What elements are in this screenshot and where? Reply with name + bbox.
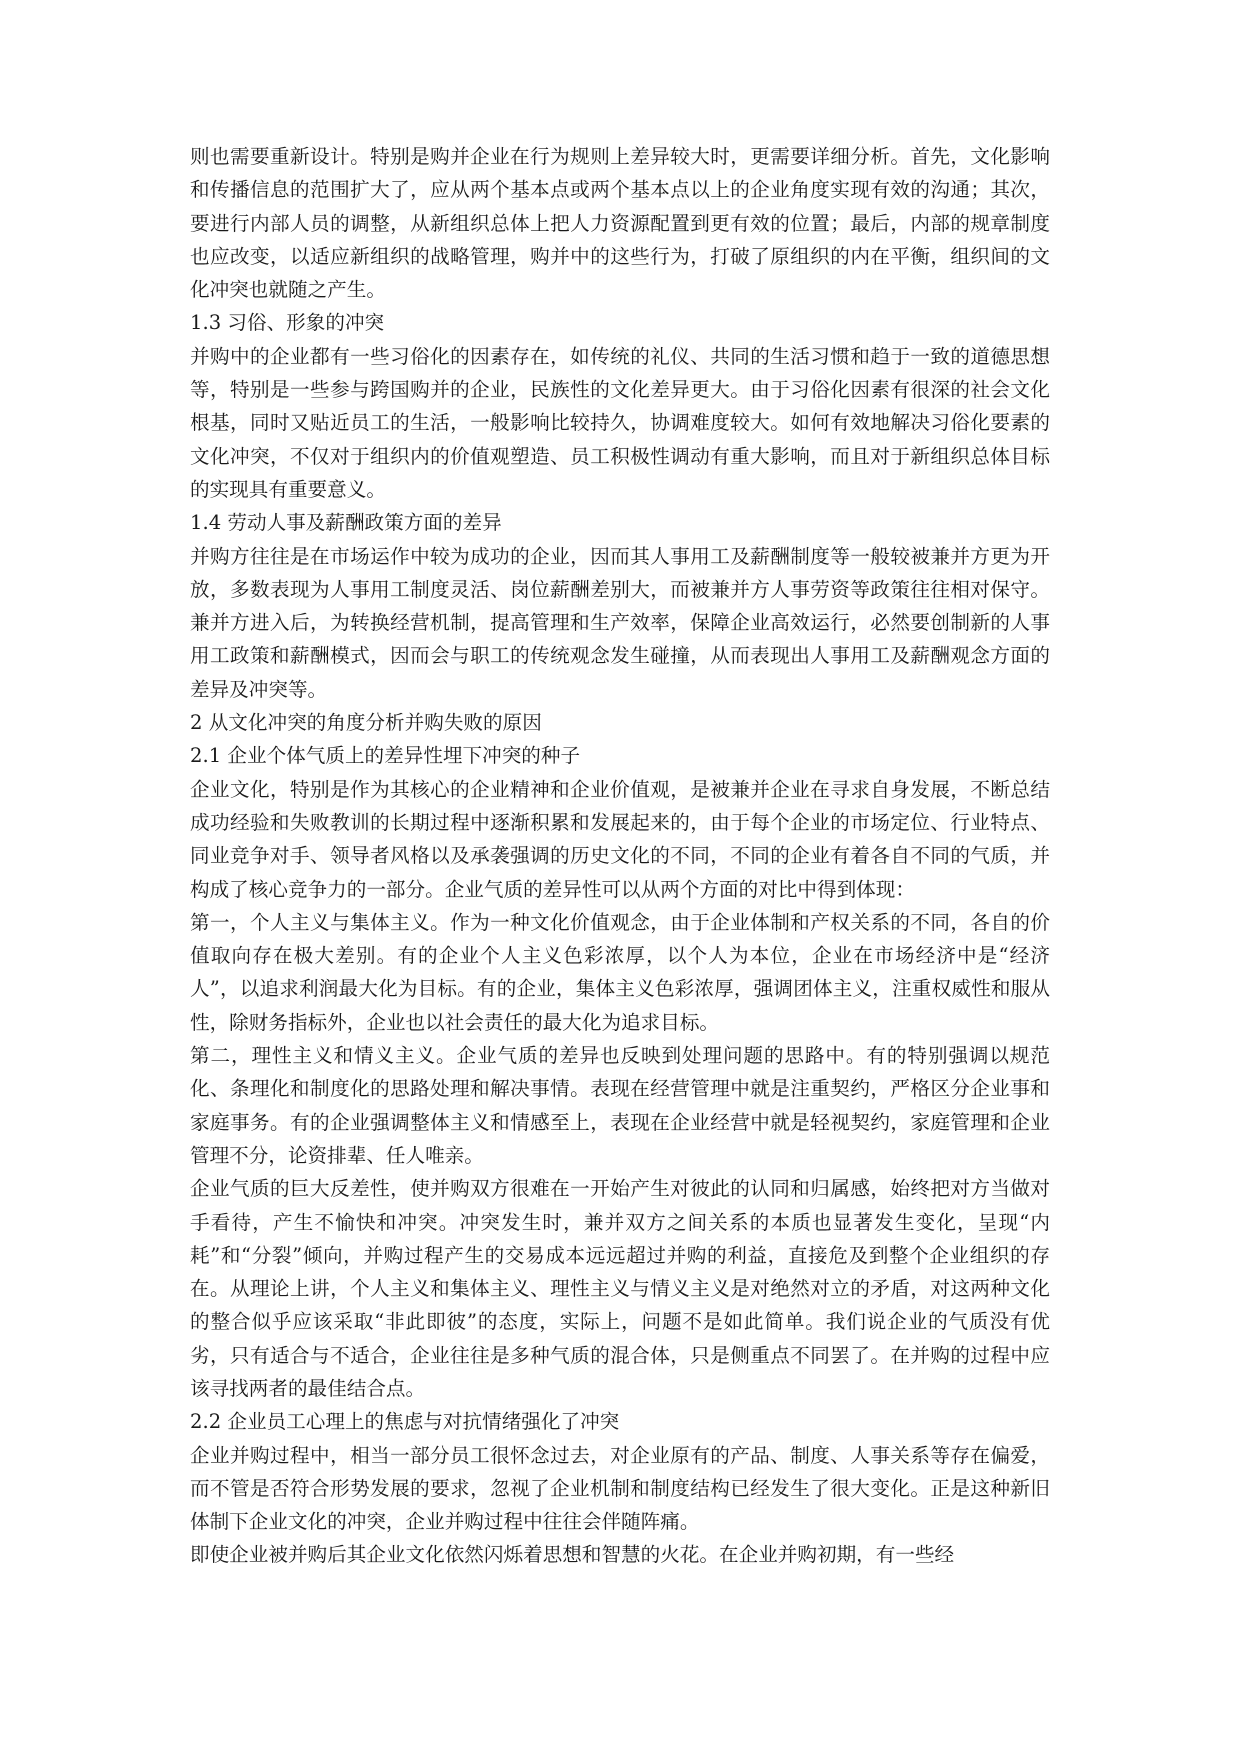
paragraph: 并购方往往是在市场运作中较为成功的企业，因而其人事用工及薪酬制度等一般较被兼并方更为开放，多数表现为人事用工制度灵活、岗位薪酬差别大，而被兼并方人事劳资等政策往往相对保守。兼并方进入后，为转换经营机制，提高管理和生产效率，保障企业高效运行，必然要创制新的人事用工政策和薪酬模式，因而会与职工的传统观念发生碰撞，从而表现出人事用工及薪酬观念方面的差异及冲突等。 — [190, 544, 1050, 701]
section-heading-2-1: 2.1 企业个体气质上的差异性埋下冲突的种子 — [190, 744, 581, 768]
section-heading-2: 2 从文化冲突的角度分析并购失败的原因 — [190, 711, 542, 735]
paragraph-truncated: 即使企业被并购后其企业文化依然闪烁着思想和智慧的火花。在企业并购初期，有一些经 — [190, 1543, 955, 1567]
paragraph: 第一，个人主义与集体主义。作为一种文化价值观念，由于企业体制和产权关系的不同，各自的价值取向存在极大差别。有的企业个人主义色彩浓厚，以个人为本位，企业在市场经济中是“经济人”，以追求利润最大化为目标。有的企业，集体主义色彩浓厚，强调团体主义，注重权威性和服从性，除财务指标外，企业也以社会责任的最大化为追求目标。 — [190, 910, 1050, 1034]
section-heading-1-4: 1.4 劳动人事及薪酬政策方面的差异 — [190, 511, 502, 535]
paragraph-continuation: 则也需要重新设计。特别是购并企业在行为规则上差异较大时，更需要详细分析。首先，文化影响和传播信息的范围扩大了，应从两个基本点或两个基本点以上的企业角度实现有效的沟通；其次，要进行内部人员的调整，从新组织总体上把人力资源配置到更有效的位置；最后，内部的规章制度也应改变，以适应新组织的战略管理，购并中的这些行为，打破了原组织的内在平衡，组织间的文化冲突也就随之产生。 — [190, 145, 1050, 302]
document-body — [190, 140, 1050, 1572]
section-heading-1-3: 1.3 习俗、形象的冲突 — [190, 311, 385, 335]
paragraph: 企业文化，特别是作为其核心的企业精神和企业价值观，是被兼并企业在寻求自身发展，不断总结成功经验和失败教训的长期过程中逐渐积累和发展起来的，由于每个企业的市场定位、行业特点、同业竞争对手、领导者风格以及承袭强调的历史文化的不同，不同的企业有着各自不同的气质，并构成了核心竞争力的一部分。企业气质的差异性可以从两个方面的对比中得到体现： — [190, 777, 1050, 901]
section-heading-2-2: 2.2 企业员工心理上的焦虑与对抗情绪强化了冲突 — [190, 1410, 620, 1434]
paragraph: 企业并购过程中，相当一部分员工很怀念过去，对企业原有的产品、制度、人事关系等存在偏爱，而不管是否符合形势发展的要求，忽视了企业机制和制度结构已经发生了很大变化。正是这种新旧体制下企业文化的冲突，企业并购过程中往往会伴随阵痛。 — [190, 1443, 1050, 1534]
paragraph: 并购中的企业都有一些习俗化的因素存在，如传统的礼仪、共同的生活习惯和趋于一致的道德思想等，特别是一些参与跨国购并的企业，民族性的文化差异更大。由于习俗化因素有很深的社会文化根基，同时又贴近员工的生活，一般影响比较持久，协调难度较大。如何有效地解决习俗化要素的文化冲突，不仅对于组织内的价值观塑造、员工积极性调动有重大影响，而且对于新组织总体目标的实现具有重要意义。 — [190, 344, 1050, 501]
paragraph: 第二，理性主义和情义主义。企业气质的差异也反映到处理问题的思路中。有的特别强调以规范化、条理化和制度化的思路处理和解决事情。表现在经营管理中就是注重契约，严格区分企业事和家庭事务。有的企业强调整体主义和情感至上，表现在企业经营中就是轻视契约，家庭管理和企业管理不分，论资排辈、任人唯亲。 — [190, 1044, 1050, 1167]
paragraph: 企业气质的巨大反差性，使并购双方很难在一开始产生对彼此的认同和归属感，始终把对方当做对手看待，产生不愉快和冲突。冲突发生时，兼并双方之间关系的本质也显著发生变化，呈现“内耗”和“分裂”倾向，并购过程产生的交易成本远远超过并购的利益，直接危及到整个企业组织的存在。从理论上讲，个人主义和集体主义、理性主义与情义主义是对绝然对立的矛盾，对这两种文化的整合似乎应该采取“非此即彼”的态度，实际上，问题不是如此简单。我们说企业的气质没有优劣，只有适合与不适合，企业往往是多种气质的混合体，只是侧重点不同罢了。在并购的过程中应该寻找两者的最佳结合点。 — [190, 1177, 1050, 1400]
